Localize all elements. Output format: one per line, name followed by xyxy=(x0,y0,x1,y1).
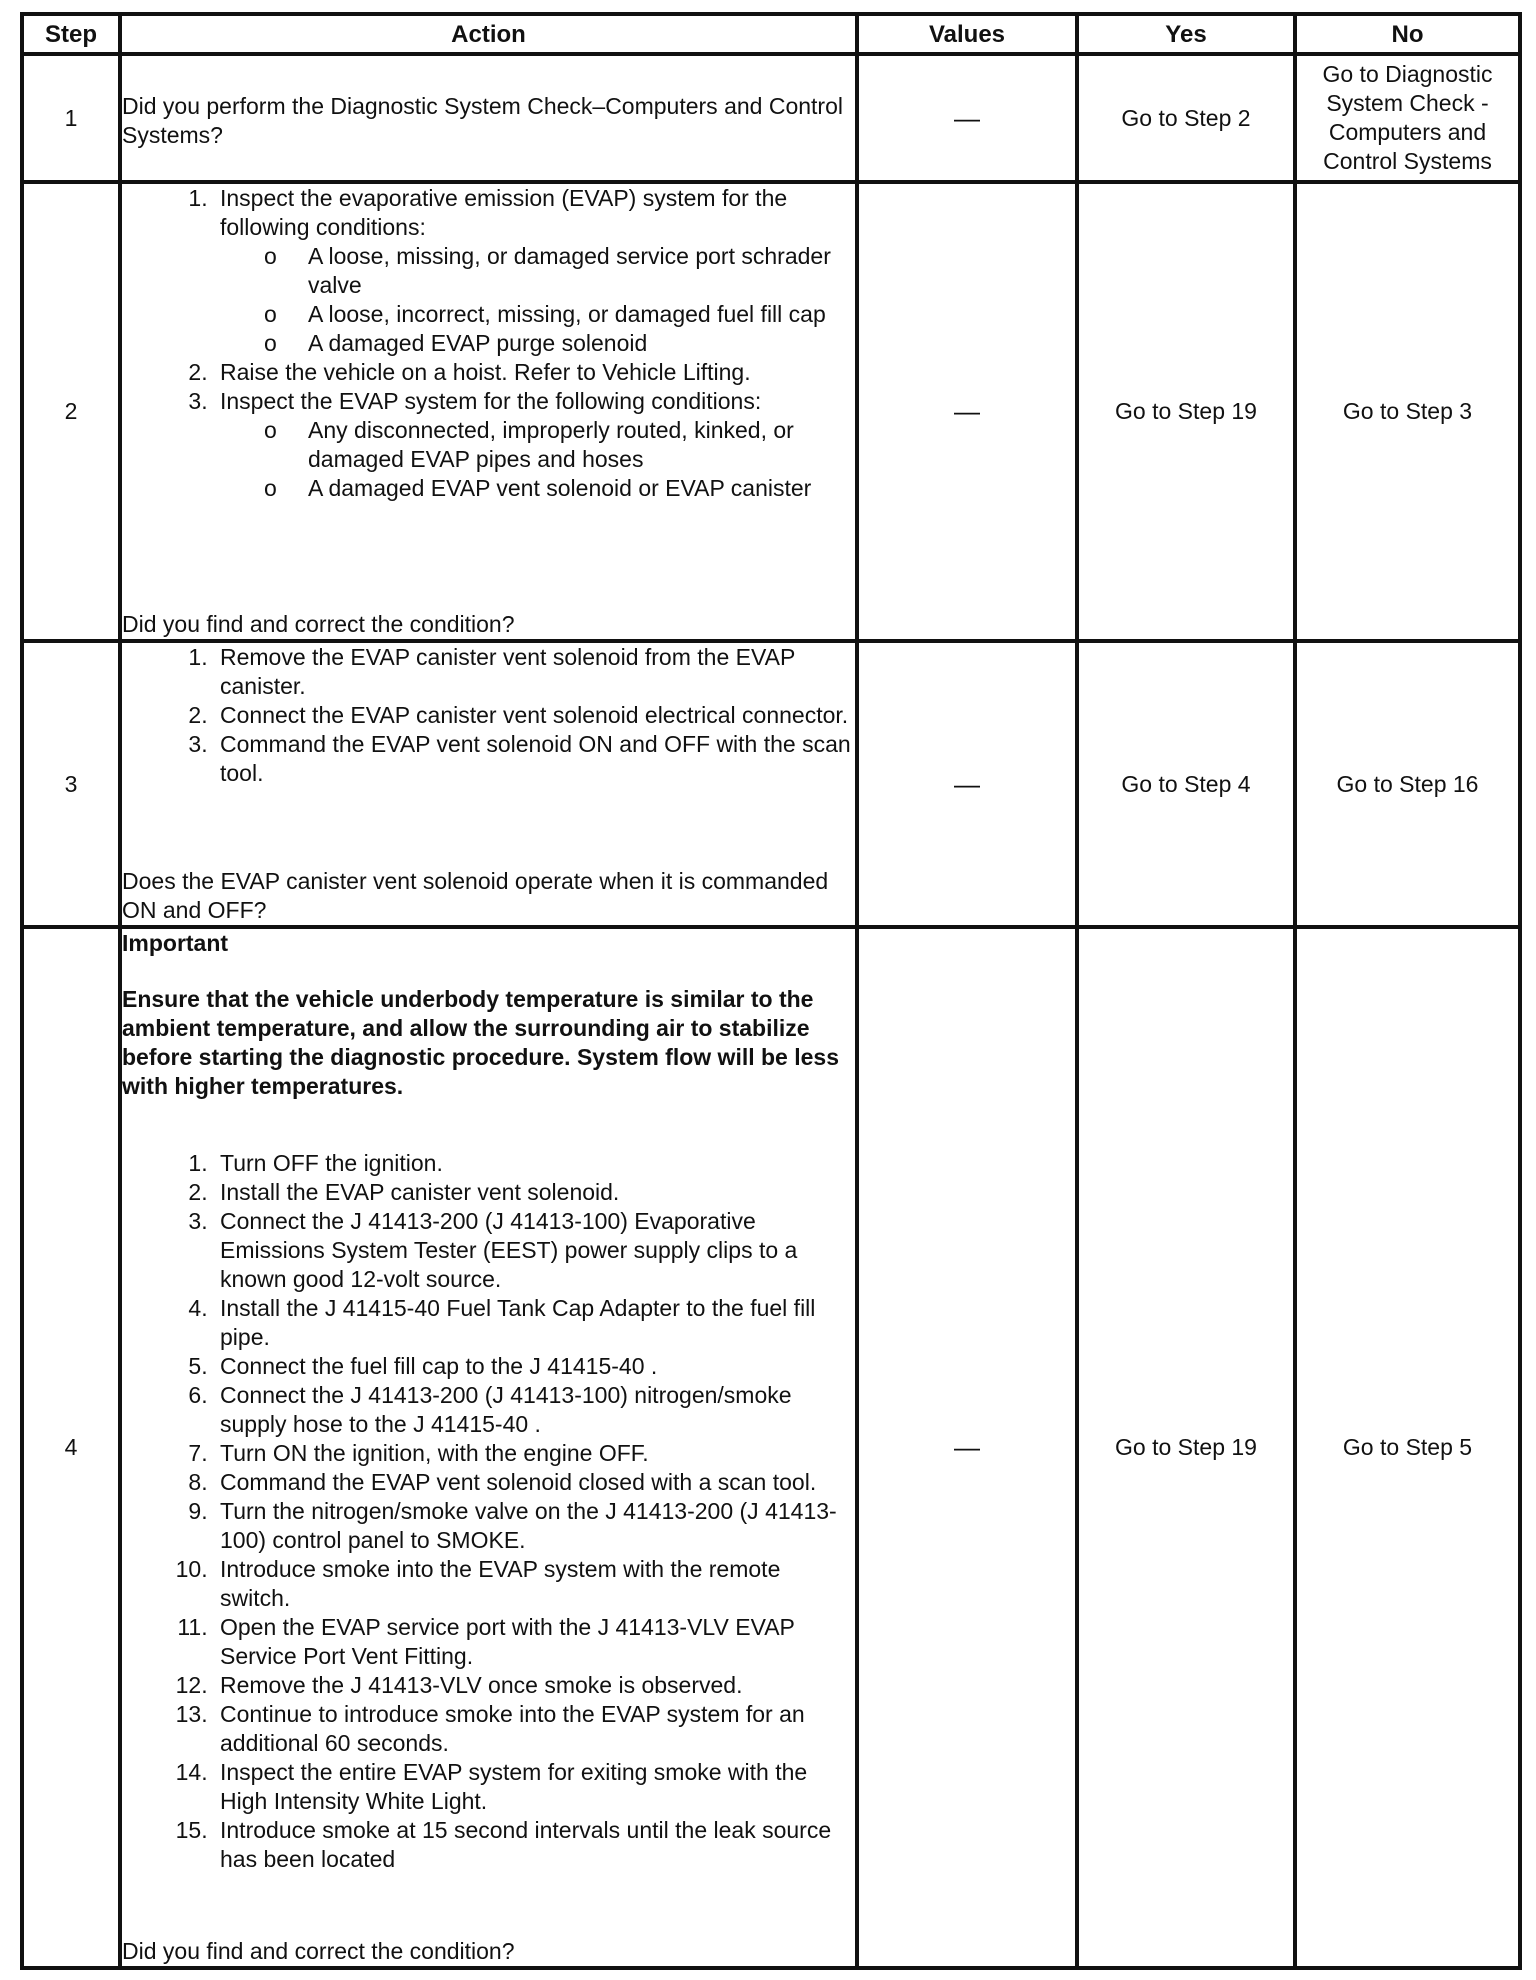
header-no: No xyxy=(1295,14,1520,54)
step-number: 4 xyxy=(22,927,120,1968)
important-title: Important xyxy=(122,930,229,956)
action-cell xyxy=(120,54,857,182)
list-item: 1. Inspect the evaporative emission (EVAP) system for the following conditions: o A loose, missing, or damaged service port schrader valve o A loose, incorrect, missing, or damaged fuel fill cap o A damaged EVAP purge solenoid xyxy=(214,184,855,358)
list-item: 6. Connect the J 41413-200 (J 41413-100) nitrogen/smoke supply hose to the J 41415-40 . xyxy=(214,1381,855,1439)
table-row-step-3 xyxy=(22,641,1520,927)
sub-item: o A loose, incorrect, missing, or damaged fuel fill cap xyxy=(308,300,855,329)
header-action: Action xyxy=(120,14,857,54)
sub-item: o A damaged EVAP vent solenoid or EVAP canister xyxy=(308,474,855,503)
sub-item: o A damaged EVAP purge solenoid xyxy=(308,329,855,358)
no-cell: Go to Step 3 xyxy=(1295,182,1520,641)
important-note: Ensure that the vehicle underbody temperature is similar to the ambient temperature, and allow the surrounding air to stabilize before starting the diagnostic procedure. System flow will be less with higher temperatures. xyxy=(122,986,839,1099)
list-item: 2. Connect the EVAP canister vent solenoid electrical connector. xyxy=(214,701,855,730)
action-cell xyxy=(120,927,857,1968)
no-cell: Go to Diagnostic System Check - Computers and Control Systems xyxy=(1295,54,1520,182)
list-item: 7. Turn ON the ignition, with the engine OFF. xyxy=(214,1439,855,1468)
table-row-step-4 xyxy=(22,927,1520,1968)
list-item: 13. Continue to introduce smoke into the EVAP system for an additional 60 seconds. xyxy=(214,1700,855,1758)
values-cell: — xyxy=(857,927,1077,1968)
list-item: 9. Turn the nitrogen/smoke valve on the J 41413-200 (J 41413-100) control panel to SMOKE. xyxy=(214,1497,855,1555)
values-cell: — xyxy=(857,641,1077,927)
sub-list xyxy=(220,242,855,358)
sub-item: o A loose, missing, or damaged service port schrader valve xyxy=(308,242,855,300)
list-item: 4. Install the J 41415-40 Fuel Tank Cap Adapter to the fuel fill pipe. xyxy=(214,1294,855,1352)
sub-list xyxy=(220,416,855,503)
step-number: 3 xyxy=(22,641,120,927)
step-list xyxy=(122,184,855,503)
header-values: Values xyxy=(857,14,1077,54)
question-text: Did you find and correct the condition? xyxy=(122,1938,515,1964)
list-item: 3. Connect the J 41413-200 (J 41413-100) Evaporative Emissions System Tester (EEST) power supply clips to a known good 12-volt source. xyxy=(214,1207,855,1294)
list-item: 2. Raise the vehicle on a hoist. Refer to Vehicle Lifting. xyxy=(214,358,855,387)
list-item: 2. Install the EVAP canister vent solenoid. xyxy=(214,1178,855,1207)
list-item: 10. Introduce smoke into the EVAP system with the remote switch. xyxy=(214,1555,855,1613)
header-row xyxy=(22,14,1520,54)
sub-item: o Any disconnected, improperly routed, kinked, or damaged EVAP pipes and hoses xyxy=(308,416,855,474)
list-item: 15. Introduce smoke at 15 second intervals until the leak source has been located xyxy=(214,1816,855,1874)
action-cell xyxy=(120,182,857,641)
step-number: 1 xyxy=(22,54,120,182)
list-item: 3. Inspect the EVAP system for the following conditions: o Any disconnected, improperly routed, kinked, or damaged EVAP pipes and hoses o A damaged EVAP vent solenoid or EVAP canister xyxy=(214,387,855,503)
list-item: 12. Remove the J 41413-VLV once smoke is observed. xyxy=(214,1671,855,1700)
list-item: 3. Command the EVAP vent solenoid ON and OFF with the scan tool. xyxy=(214,730,855,788)
header-yes: Yes xyxy=(1077,14,1295,54)
question-text: Does the EVAP canister vent solenoid operate when it is commanded ON and OFF? xyxy=(122,868,829,923)
yes-cell: Go to Step 4 xyxy=(1077,641,1295,927)
table-row-step-2 xyxy=(22,182,1520,641)
list-item: 1. Turn OFF the ignition. xyxy=(214,1149,855,1178)
list-item: 8. Command the EVAP vent solenoid closed with a scan tool. xyxy=(214,1468,855,1497)
step-list xyxy=(122,1149,855,1874)
list-item: 5. Connect the fuel fill cap to the J 41415-40 . xyxy=(214,1352,855,1381)
list-item: 14. Inspect the entire EVAP system for exiting smoke with the High Intensity White Light. xyxy=(214,1758,855,1816)
diagnostic-table xyxy=(20,12,1522,1970)
values-cell: — xyxy=(857,54,1077,182)
header-step: Step xyxy=(22,14,120,54)
no-cell: Go to Step 16 xyxy=(1295,641,1520,927)
yes-cell: Go to Step 19 xyxy=(1077,927,1295,1968)
list-item: 11. Open the EVAP service port with the J 41413-VLV EVAP Service Port Vent Fitting. xyxy=(214,1613,855,1671)
step-number: 2 xyxy=(22,182,120,641)
values-cell: — xyxy=(857,182,1077,641)
yes-cell: Go to Step 2 xyxy=(1077,54,1295,182)
yes-cell: Go to Step 19 xyxy=(1077,182,1295,641)
action-cell xyxy=(120,641,857,927)
question-text: Did you find and correct the condition? xyxy=(122,611,515,637)
table-row-step-1 xyxy=(22,54,1520,182)
step-list xyxy=(122,643,855,788)
question-text: Did you perform the Diagnostic System Check–Computers and Control Systems? xyxy=(122,93,843,148)
no-cell: Go to Step 5 xyxy=(1295,927,1520,1968)
list-item: 1. Remove the EVAP canister vent solenoid from the EVAP canister. xyxy=(214,643,855,701)
